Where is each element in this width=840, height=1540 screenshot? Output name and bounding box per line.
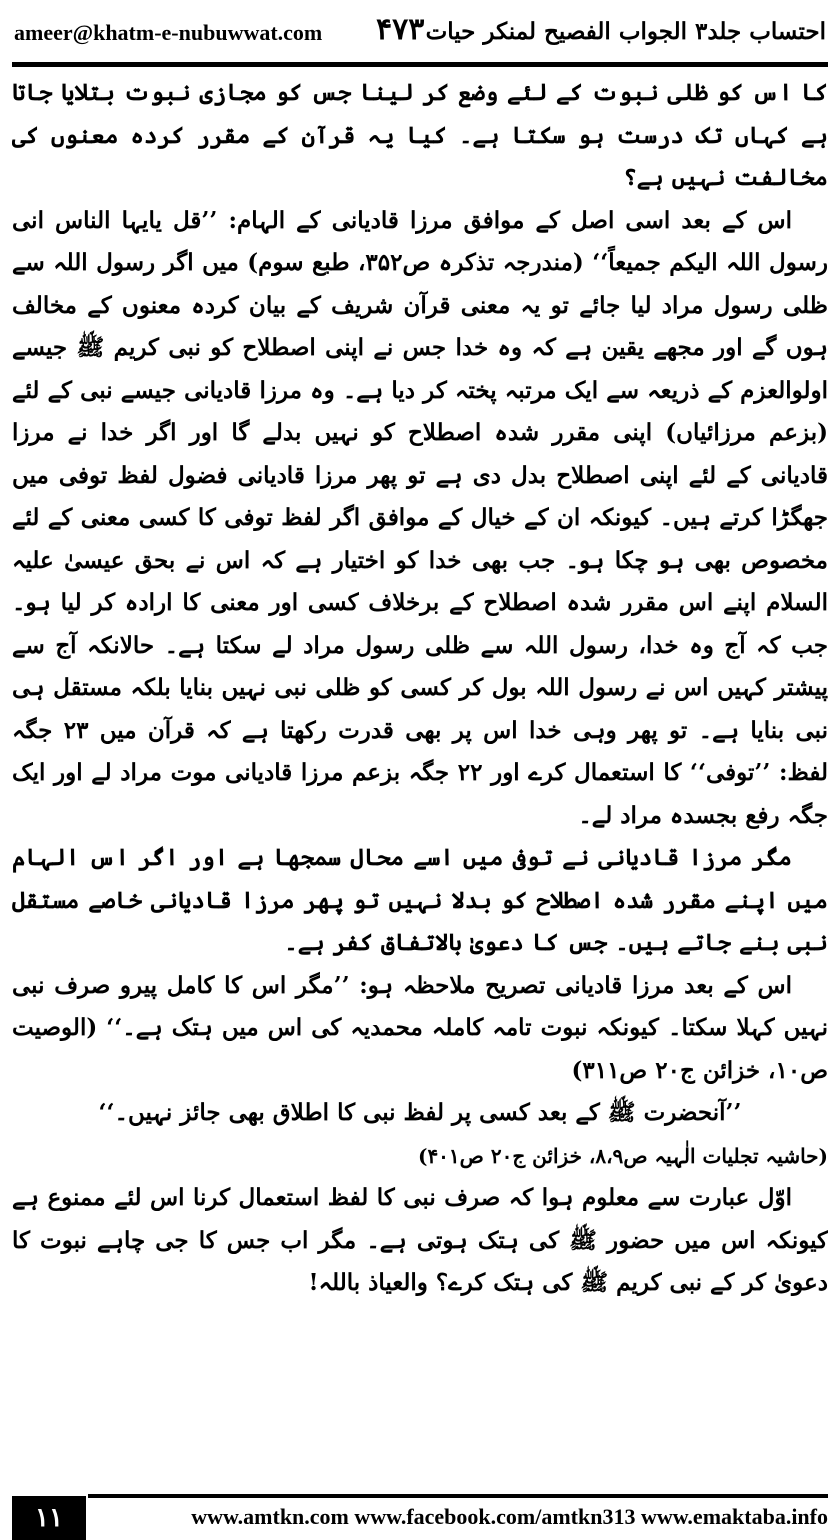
paragraph-3: مگر مرزا قادیانی نے توفی میں اسے محال سمجھا ہے اور اگر اس الہام میں اپنے مقرر شدہ اصطلاح کو بدلا نہیں تو پھر مرزا قادیانی خاصے مستقل نبی بنے جاتے ہیں۔ جس کا دعویٰ بالاتفاق کفر ہے۔ (12, 844, 828, 956)
header-title: احتساب جلد۳ الجواب الفصیح لمنکر حیات (425, 18, 826, 45)
paragraph-2: اس کے بعد اسی اصل کے موافق مرزا قادیانی کے الہام: ’’قل یایہا الناس انی رسول اللہ الیکم جمیعاً‘‘ (مندرجہ تذکرہ ص۳۵۲، طبع سوم) میں اگر رسول اللہ سے ظلی رسول مراد لیا جائے تو یہ معنی قرآن شریف کے بیان کردہ معنوں کے مخالف ہوں گے اور مجھے یقین ہے کہ وہ خدا جس نے اپنی اصطلاح کو نبی کریم ﷺ جیسے اولوالعزم کے ذریعہ سے ایک مرتبہ پختہ کر دیا ہے۔ وہ مرزا قادیانی جیسے نبی کے لئے (بزعم مرزائیاں) اپنی مقرر شدہ اصطلاح کو نہیں بدلے گا اور اگر خدا نے مرزا قادیانی کے لئے اپنی اصطلاح بدل دی ہے تو پھر مرزا قادیانی فضول لفظ توفی میں جھگڑا کرتے ہیں۔ کیونکہ ان کے خیال کے موافق اگر لفظ توفی کا کسی معنی کے لئے مخصوص بھی ہو چکا ہو۔ جب بھی خدا کو اختیار ہے کہ اس نے بحق عیسیٰ علیہ السلام اپنے اس مقرر شدہ اصطلاح کے برخلاف کسی اور معنی کا ارادہ کر لیا ہو۔ جب کہ آج وہ خدا، رسول اللہ سے ظلی رسول مراد لے سکتا ہے۔ حالانکہ آج سے پیشتر کہیں اس نے رسول اللہ بول کر کسی کو ظلی نبی نہیں بنایا بلکہ مستقل ہی نبی بنایا ہے۔ تو پھر وہی خدا اس پر بھی قدرت رکھتا ہے کہ قرآن میں ۲۳ جگہ لفظ: ’’توفی‘‘ کا استعمال کرے اور ۲۲ جگہ بزعم مرزا قادیانی موت مراد لے اور ایک جگہ رفع بجسدہ مراد لے۔ (12, 206, 828, 829)
reference-line: (حاشیہ تجلیات الٰہیہ ص۸،۹، خزائن ج۲۰ ص۴۰۱) (417, 1143, 828, 1168)
page-body (12, 72, 828, 1472)
header-rule (12, 62, 828, 67)
footer-links: www.amtkn.com www.facebook.com/amtkn313 www.emaktaba.info (191, 1504, 828, 1529)
paragraph-5: اوّل عبارت سے معلوم ہوا کہ صرف نبی کا لفظ استعمال کرنا اس لئے ممنوع ہے کیونکہ اس میں حضور ﷺ کی ہتک ہوتی ہے۔ مگر اب جس کا جی چاہے نبوت کا دعویٰ کر کے نبی کریم ﷺ کی ہتک کرے؟ والعیاذ باللہ! (12, 1184, 828, 1296)
paragraph-1: کا اس کو ظلی نبوت کے لئے وضع کر لینا جس کو مجازی نبوت بتلایا جاتا ہے کہاں تک درست ہو سکتا ہے۔ کیا یہ قرآن کے مقرر کردہ معنوں کی مخالفت نہیں ہے؟ (12, 79, 828, 191)
header-email: ameer@khatm-e-nubuwwat.com (14, 20, 323, 45)
page-header (0, 0, 840, 70)
footer-page-box: ۱۱ (12, 1496, 86, 1540)
quote-line: ’’آنحضرت ﷺ کے بعد کسی پر لفظ نبی کا اطلاق بھی جائز نہیں۔‘‘ (98, 1099, 742, 1126)
paragraph-4: اس کے بعد مرزا قادیانی تصریح ملاحظہ ہو: ’’مگر اس کا کامل پیرو صرف نبی نہیں کہلا سکتا۔ کیونکہ نبوت تامہ کاملہ محمدیہ کی اس میں ہتک ہے۔‘‘ (الوصیت ص۱۰، خزائن ج۲۰ ص۳۱۱) (12, 971, 828, 1084)
footer-rule (88, 1494, 828, 1498)
page-footer (0, 1494, 840, 1540)
header-page-number: ۴۷۳ (376, 12, 425, 47)
